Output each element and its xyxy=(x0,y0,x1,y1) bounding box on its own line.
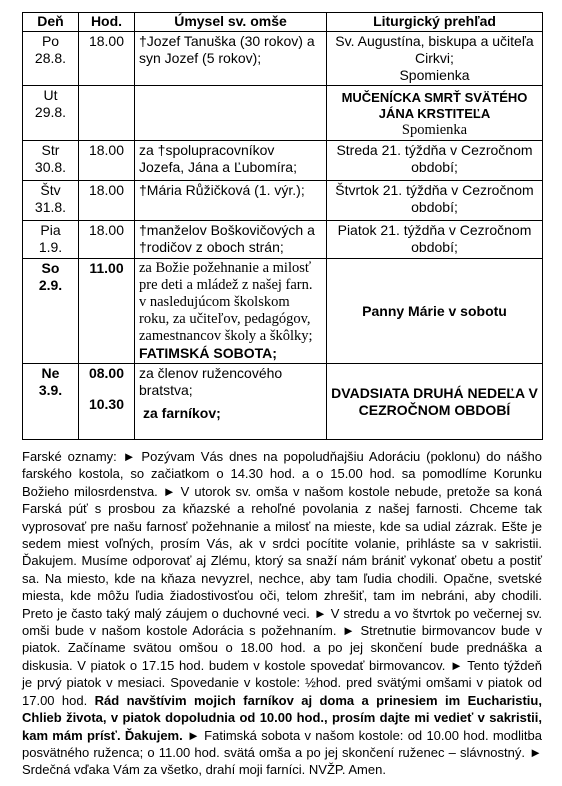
parish-announcements xyxy=(22,448,542,779)
liturgy-cell: Piatok 21. týždňa v Cezročnom období; xyxy=(327,221,543,259)
table-row xyxy=(23,221,543,259)
day-cell xyxy=(23,364,79,440)
hour-first: 08.00 xyxy=(88,365,125,381)
day-cell xyxy=(23,32,79,86)
intention-cell: †Mária Růžičková (1. výr.); xyxy=(135,181,327,221)
intention-second: za farníkov; xyxy=(143,405,221,421)
day-name: Ne xyxy=(41,365,60,381)
day-name: Pia xyxy=(40,222,61,238)
intention-bold: FATIMSKÁ SOBOTA; xyxy=(139,345,277,361)
table-row xyxy=(23,259,543,364)
table-row xyxy=(23,141,543,181)
liturgy-feast: MUČENÍCKA SMRŤ SVÄTÉHO JÁNA KRSTITEĽA xyxy=(341,90,528,121)
hour-cell: 18.00 xyxy=(79,32,135,86)
liturgy-cell xyxy=(327,86,543,141)
announcements-end: ► Fatimská sobota v našom kostole: od 10.00 hod. modlitba posvätného ruženca; o 11.00 hod. svätá omša a po jej skončení ruženec – slávnostný. ► Srdečná vďaka Vám za všetko, drahí moji farníci. NVŽP. Amen. xyxy=(22,727,542,778)
day-cell xyxy=(23,259,79,364)
announcements-bold: Rád navštívim mojich farníkov aj doma a prinesiem im Eucharistiu, Chlieb života, v piatok dopoludnia od 10.00 hod., prosím dajte mi vedieť v sakristii, kam mám prísť. Ďakujem. xyxy=(22,692,542,743)
table-row xyxy=(23,32,543,86)
day-cell xyxy=(23,86,79,141)
mass-schedule-table xyxy=(22,12,543,440)
liturgy-rank: Spomienka xyxy=(399,67,470,83)
liturgy-cell xyxy=(327,32,543,86)
table-header-row xyxy=(23,13,543,32)
day-cell xyxy=(23,141,79,181)
intention-cell xyxy=(135,364,327,440)
liturgy-text: Sv. Augustína, biskupa a učiteľa Cirkvi; xyxy=(335,33,534,66)
table-row xyxy=(23,86,543,141)
table-row xyxy=(23,364,543,440)
table-row xyxy=(23,181,543,221)
day-name: Ut xyxy=(43,87,58,103)
day-name: Str xyxy=(41,142,60,158)
hour-second: 10.30 xyxy=(88,396,125,412)
liturgy-cell: Štvrtok 21. týždňa v Cezročnom období; xyxy=(327,181,543,221)
col-day-header: Deň xyxy=(23,13,79,32)
col-liturgy-header: Liturgický prehľad xyxy=(327,13,543,32)
day-name: So xyxy=(41,260,60,276)
intention-cell: †Jozef Tanuška (30 rokov) a syn Jozef (5 rokov); xyxy=(135,32,327,86)
day-date: 2.9. xyxy=(38,277,63,293)
day-name: Po xyxy=(41,33,60,49)
day-cell xyxy=(23,181,79,221)
intention-cell: †manželov Boškovičových a †rodičov z oboch strán; xyxy=(135,221,327,259)
intention-text: za Božie požehnanie a milosť pre deti a mládež z našej farn. v nasledujúcom školskom roku, za učiteľov, pedagógov, zamestnancov školy a škôlky; xyxy=(139,260,313,344)
day-date: 29.8. xyxy=(34,104,67,120)
announcements-text: Farské oznamy: ► Pozývam Vás dnes na popoludňajšiu Adoráciu (poklonu) do nášho farského kostola, so začiatkom o 14.30 hod. a o 15.00 hod. sa pomodlíme Korunku Božieho milosrdenstva. ► V utorok sv. omša v našom kostole nebude, pretože sa koná Farská púť s prosbou za kňazské a rehoľné povolania z našej farnosti. Chceme tak vyprosovať pre našu farnosť požehnanie a milosť na mieste, kde sa udial zázrak. Ešte je sedem miest voľných, prosím Vás, ak v srdci pocítite volanie, prihláste sa v sakristii. Ďakujem. Musíme odporovať aj Zlému, ktorý sa snaží nám brániť vykonať obetu a postiť sa. Na miesto, kde na kňaza nevyzrel, nechce, aby tam ľudia chodili. Opačne, svetské miesta, kde môžu ľudia žiadostivosťou oči, telom zhrešiť, tam im nebráni, aby chodili. Preto je často taký malý záujem o duchovné veci. ► V stredu a vo štvrtok po večernej sv. omši bude v našom kostole Adorácia s požehnaním. ► Stretnutie birmovancov bude v piatok. Začíname svätou omšou o 18.00 hod. a po jej skončení bude prednáška a diskusia. V piatok o 17.15 hod. budem v kostole spovedať birmovancov. ► Tento týždeň je prvý piatok v mesiaci. Spovedanie v kostole: ½hod. pred svätými omšami v piatok od 17.00 hod. xyxy=(22,449,542,708)
hour-cell: 18.00 xyxy=(79,221,135,259)
hour-cell: 18.00 xyxy=(79,141,135,181)
day-date: 3.9. xyxy=(38,382,63,398)
liturgy-cell: Panny Márie v sobotu xyxy=(327,259,543,364)
intention-cell xyxy=(135,86,327,141)
liturgy-cell: DVADSIATA DRUHÁ NEDEĽA V CEZROČNOM OBDOBÍ xyxy=(327,364,543,440)
hour-cell: 18.00 xyxy=(79,181,135,221)
liturgy-rank: Spomienka xyxy=(401,122,468,138)
day-date: 28.8. xyxy=(34,50,67,66)
hour-cell xyxy=(79,86,135,141)
hour-cell xyxy=(79,364,135,440)
intention-text: za členov ružencového bratstva; xyxy=(139,365,283,398)
day-date: 31.8. xyxy=(34,199,67,215)
day-name: Štv xyxy=(40,182,61,198)
day-cell xyxy=(23,221,79,259)
hour-cell: 11.00 xyxy=(79,259,135,364)
col-hour-header: Hod. xyxy=(79,13,135,32)
liturgy-cell: Streda 21. týždňa v Cezročnom období; xyxy=(327,141,543,181)
col-intention-header: Úmysel sv. omše xyxy=(135,13,327,32)
intention-cell: za †spolupracovníkov Jozefa, Jána a Ľubomíra; xyxy=(135,141,327,181)
day-date: 30.8. xyxy=(34,159,67,175)
day-date: 1.9. xyxy=(38,239,63,255)
intention-cell xyxy=(135,259,327,364)
